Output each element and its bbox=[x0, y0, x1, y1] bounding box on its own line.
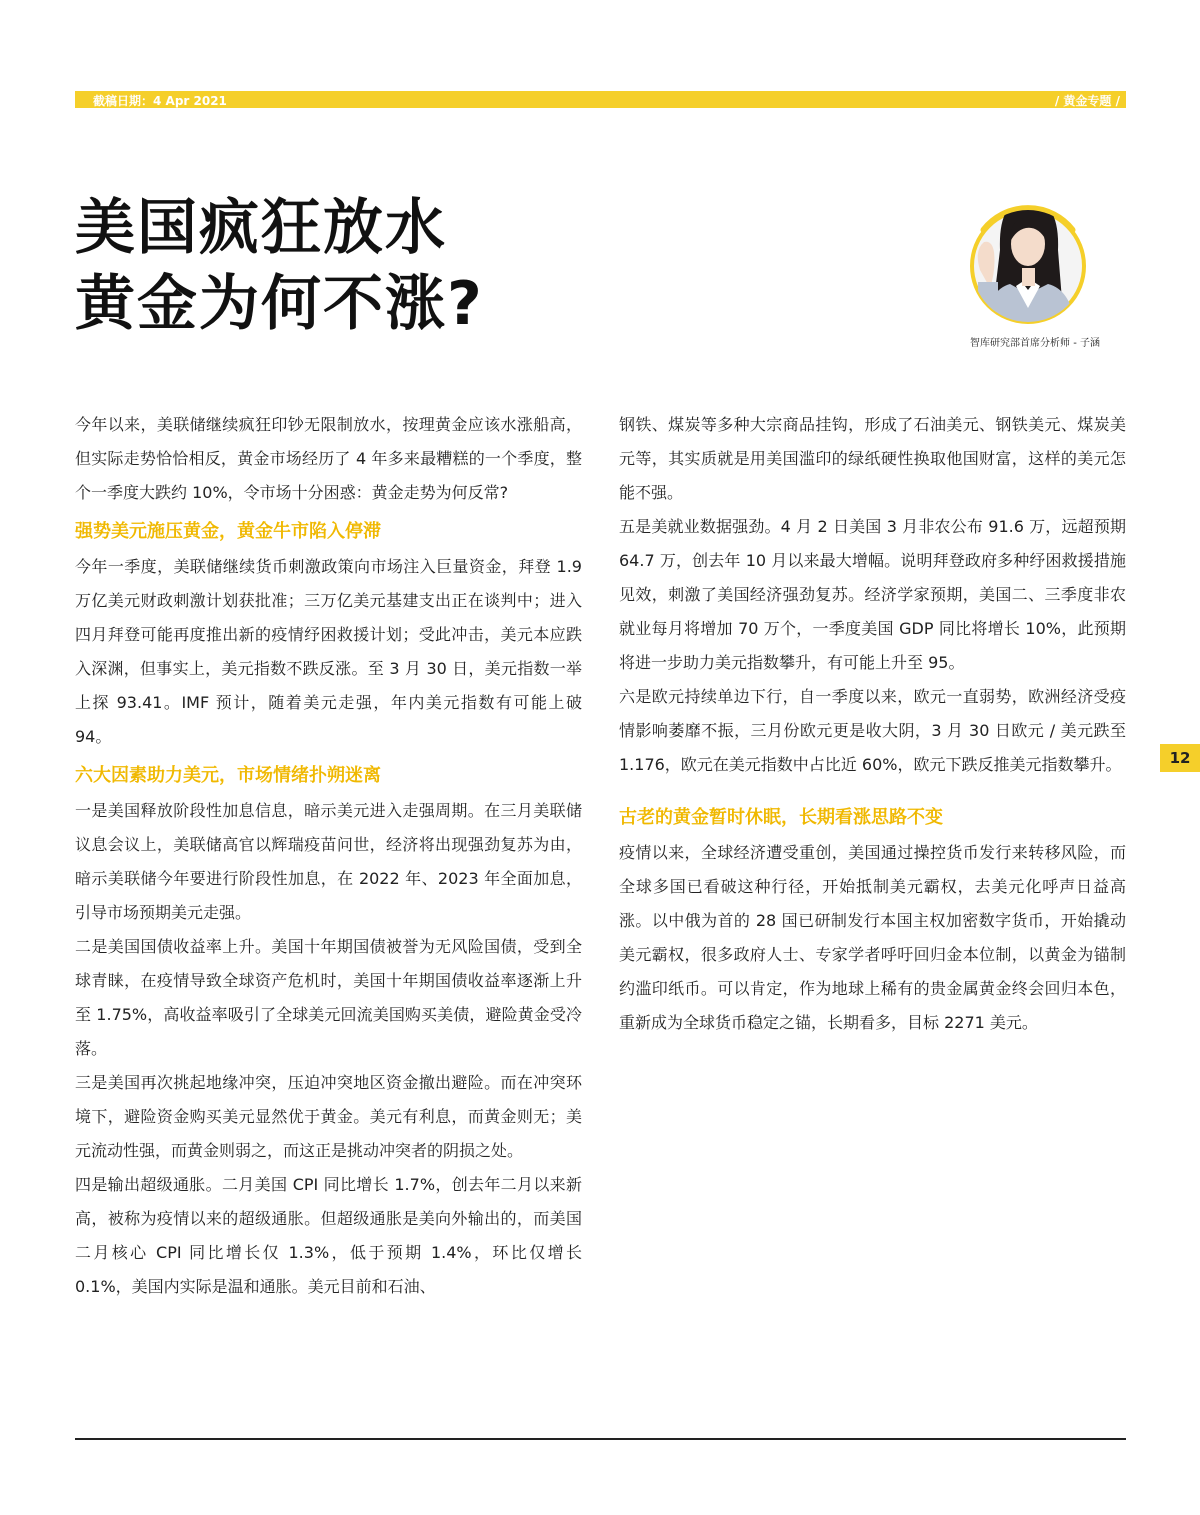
paragraph-conclusion: 疫情以来，全球经济遭受重创，美国通过操控货币发行来转移风险，而全球多国已看破这种行径，开始抵制美元霸权，去美元化呼声日益高涨。以中俄为首的 28 国已研制发行本国主权加密数字货币，开始撬动美元霸权，很多政府人士、专家学者呼吁回归金本位制，以黄金为锚制约滥印纸币。可以肯定，作为地球上稀有的贵金属黄金终会回归本色，重新成为全球货币稳定之锚，长期看多，目标 2271 美元。 bbox=[619, 843, 1126, 1032]
subheading-strong-dollar: 强势美元施压黄金，黄金牛市陷入停滞 bbox=[75, 521, 381, 542]
author-caption: 智库研究部首席分析师 - 子涵 bbox=[970, 338, 1100, 349]
subheading-gold-outlook: 古老的黄金暂时休眠，长期看涨思路不变 bbox=[619, 807, 943, 828]
left-column bbox=[75, 408, 582, 1304]
publish-date: 截稿日期：4 Apr 2021 bbox=[93, 94, 227, 108]
paragraph-factor-6: 六是欧元持续单边下行，自一季度以来，欧元一直弱势，欧洲经济受疫情影响萎靡不振，三月份欧元更是收大阴，3 月 30 日欧元 / 美元跌至 1.176，欧元在美元指数中占比近 60%，欧元下跌反推美元指数攀升。 bbox=[619, 687, 1126, 774]
article-title bbox=[75, 190, 484, 342]
paragraph-factor-4-continued: 钢铁、煤炭等多种大宗商品挂钩，形成了石油美元、钢铁美元、煤炭美元等，其实质就是用美国滥印的绿纸硬性换取他国财富，这样的美元怎能不强。 bbox=[619, 415, 1126, 502]
paragraph-factor-5: 五是美就业数据强劲。4 月 2 日美国 3 月非农公布 91.6 万，远超预期 64.7 万，创去年 10 月以来最大增幅。说明拜登政府多种纾困救援措施见效，刺激了美国经济强劲复苏。经济学家预期，美国二、三季度非农就业每月将增加 70 万个，一季度美国 GDP 同比将增长 10%，此预期将进一步助力美元指数攀升，有可能上升至 95。 bbox=[619, 517, 1126, 672]
paragraph-factor-3: 三是美国再次挑起地缘冲突，压迫冲突地区资金撤出避险。而在冲突环境下，避险资金购买美元显然优于黄金。美元有利息，而黄金则无；美元流动性强，而黄金则弱之，而这正是挑动冲突者的阴损之处。 bbox=[75, 1073, 582, 1160]
author-photo bbox=[970, 190, 1086, 324]
page-number-tab: 12 bbox=[1160, 744, 1200, 772]
paragraph-factor-4: 四是输出超级通胀。二月美国 CPI 同比增长 1.7%，创去年二月以来新高，被称为疫情以来的超级通胀。但超级通胀是美向外输出的，而美国二月核心 CPI 同比增长仅 1.3%，低于预期 1.4%，环比仅增长 0.1%，美国内实际是温和通胀。美元目前和石油、 bbox=[75, 1175, 582, 1296]
paragraph-q1-stimulus: 今年一季度，美联储继续货币刺激政策向市场注入巨量资金，拜登 1.9 万亿美元财政刺激计划获批准；三万亿美元基建支出正在谈判中；进入四月拜登可能再度推出新的疫情纾困救援计划；受此冲击，美元本应跌入深渊，但事实上，美元指数不跌反涨。至 3 月 30 日，美元指数一举上探 93.41。IMF 预计，随着美元走强，年内美元指数有可能上破 94。 bbox=[75, 557, 582, 746]
paragraph-factor-2: 二是美国国债收益率上升。美国十年期国债被誉为无风险国债，受到全球青睐，在疫情导致全球资产危机时，美国十年期国债收益率逐渐上升至 1.75%，高收益率吸引了全球美元回流美国购买美债，避险黄金受冷落。 bbox=[75, 937, 582, 1058]
subheading-six-factors: 六大因素助力美元，市场情绪扑朔迷离 bbox=[75, 765, 381, 786]
article-title-line-2: 黄金为何不涨? bbox=[75, 269, 484, 339]
header-bar bbox=[75, 91, 1126, 108]
article-title-line-1: 美国疯狂放水 bbox=[75, 193, 447, 263]
neck bbox=[1022, 268, 1035, 286]
intro-paragraph: 今年以来，美联储继续疯狂印钞无限制放水，按理黄金应该水涨船高，但实际走势恰恰相反，黄金市场经历了 4 年多来最糟糕的一个季度，整个一季度大跌约 10%，令市场十分困惑：黄金走势为何反常? bbox=[75, 415, 582, 502]
bottom-divider bbox=[75, 1438, 1126, 1440]
right-column bbox=[619, 408, 1126, 1040]
section-label: / 黄金专题 / bbox=[1054, 94, 1120, 108]
paragraph-factor-1: 一是美国释放阶段性加息信息，暗示美元进入走强周期。在三月美联储议息会议上，美联储高官以辉瑞疫苗问世，经济将出现强劲复苏为由，暗示美联储今年要进行阶段性加息，在 2022 年、2023 年全面加息，引导市场预期美元走强。 bbox=[75, 801, 582, 922]
